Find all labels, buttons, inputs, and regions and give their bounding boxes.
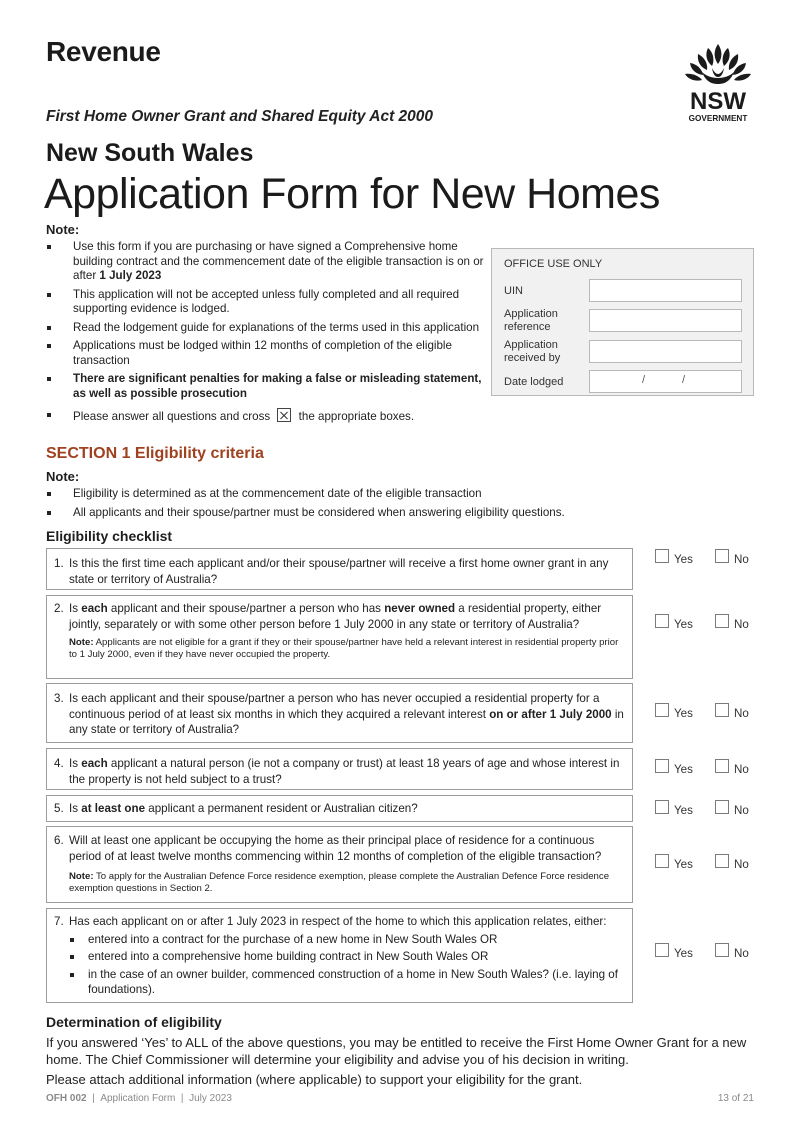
q5-yes[interactable]: Yes — [655, 800, 693, 817]
question-6: 6. Will at least one applicant be occupying the home as their principal place of residence for a continuous period of at least twelve months commencing within 12 months of completion of the eligible transaction? Note: To apply for the Australian Defence Force residence exemption, please complete the Australian Defence Force residence exemption questions in Section 2. — [46, 826, 633, 903]
checkbox[interactable] — [715, 614, 729, 628]
form-title: Application Form for New Homes — [44, 170, 660, 218]
determination-text: If you answered ‘Yes’ to ALL of the above questions, you may be entitled to receive the First Home Owner Grant for a new home. The Chief Commissioner will determine your eligibility and advise you of his decision in writing. — [46, 1035, 747, 1067]
uin-field[interactable] — [589, 279, 742, 302]
checkbox[interactable] — [655, 549, 669, 563]
question-7: 7. Has each applicant on or after 1 July 2023 in respect of the home to which this application relates, either: entered into a contract for the purchase of a new home in New South Wales OR entered into a comprehensive home building contract in New South Wales OR in the case of an owner builder, commenced construction of a home in New South Wales? (i.e. laying of foundations). — [46, 908, 633, 1003]
app-recv-field[interactable] — [589, 340, 742, 363]
q1-yes[interactable]: Yes — [655, 549, 693, 566]
checkbox[interactable] — [715, 943, 729, 957]
question-1: 1. Is this the first time each applicant and/or their spouse/partner will receive a first home owner grant in any state or territory of Australia? — [46, 548, 633, 590]
note-heading: Note: — [46, 222, 80, 237]
date-lodged-field[interactable]: / / — [589, 370, 742, 393]
note-item: Please answer all questions and cross the appropriate boxes. — [46, 408, 488, 425]
note-item: Use this form if you are purchasing or have signed a Comprehensive home building contract and the commencement date of the eligible transaction is on or after 1 July 2023 — [46, 240, 488, 284]
note-item: This application will not be accepted unless fully completed and all required supporting evidence is lodged. — [46, 288, 488, 317]
question-2: 2. Is each applicant and their spouse/partner a person who has never owned a residential property, either jointly, separately or with some other person before 1 July 2000 in any state or territory of Australia? Note: Applicants are not eligible for a grant if they or their spouse/partner have held a relevant interest in residential property prior to 1 July 2000, even if they have never occupied the property. — [46, 595, 633, 679]
checkbox[interactable] — [715, 703, 729, 717]
list-item: entered into a contract for the purchase of a new home in New South Wales OR — [69, 932, 624, 948]
q2-no[interactable]: No — [715, 614, 749, 631]
org-name: Revenue — [46, 36, 161, 67]
note-item: Eligibility is determined as at the commencement date of the eligible transaction — [46, 487, 746, 502]
q4-yes[interactable]: Yes — [655, 759, 693, 776]
list-item: in the case of an owner builder, commenced construction of a home in New South Wales? (i.e. laying of foundations). — [69, 967, 624, 998]
checklist-heading: Eligibility checklist — [46, 528, 173, 544]
question-5: 5. Is at least one applicant a permanent resident or Australian citizen? — [46, 795, 633, 822]
uin-label: UIN — [504, 285, 523, 297]
notes-list — [46, 240, 488, 429]
q3-yes[interactable]: Yes — [655, 703, 693, 720]
section-1-title: SECTION 1 Eligibility criteria — [46, 445, 264, 462]
checkbox[interactable] — [715, 759, 729, 773]
checkbox[interactable] — [715, 549, 729, 563]
section-1-note-heading: Note: — [46, 469, 80, 484]
question-4: 4. Is each applicant a natural person (ie not a company or trust) at least 18 years of age and whose interest in the property is not held subject to a trust? — [46, 748, 633, 790]
cross-box-icon — [277, 408, 291, 422]
checkbox[interactable] — [655, 854, 669, 868]
note-item: Read the lodgement guide for explanations of the terms used in this application — [46, 321, 488, 336]
footer-form-code: OFH 002 | Application Form | July 2023 — [46, 1093, 232, 1104]
office-use-title: OFFICE USE ONLY — [504, 258, 603, 270]
q4-no[interactable]: No — [715, 759, 749, 776]
q6-no[interactable]: No — [715, 854, 749, 871]
list-item: entered into a comprehensive home building contract in New South Wales OR — [69, 949, 624, 965]
footer-page-number: 13 of 21 — [717, 1093, 754, 1104]
q3-no[interactable]: No — [715, 703, 749, 720]
note-item: There are significant penalties for making a false or misleading statement, as well as possible prosecution — [46, 372, 488, 401]
q1-no[interactable]: No — [715, 549, 749, 566]
checkbox[interactable] — [655, 800, 669, 814]
determination-attach-text: Please attach additional information (where applicable) to support your eligibility for the grant. — [46, 1072, 583, 1087]
q7-yes[interactable]: Yes — [655, 943, 693, 960]
checkbox[interactable] — [655, 614, 669, 628]
q6-yes[interactable]: Yes — [655, 854, 693, 871]
checkbox[interactable] — [655, 703, 669, 717]
nsw-waratah-logo-icon — [682, 42, 754, 124]
app-recv-label: Application received by — [504, 339, 561, 364]
logo-subtext: GOVERNMENT — [688, 114, 748, 123]
app-ref-label: Application reference — [504, 308, 558, 333]
q2-yes[interactable]: Yes — [655, 614, 693, 631]
checkbox[interactable] — [715, 854, 729, 868]
checkbox[interactable] — [655, 943, 669, 957]
app-ref-field[interactable] — [589, 309, 742, 332]
state-name: New South Wales — [46, 139, 254, 167]
q7-no[interactable]: No — [715, 943, 749, 960]
question-3: 3. Is each applicant and their spouse/partner a person who has never occupied a residential property for a continuous period of at least six months in which they acquired a relevant interest on or after 1 July 2000 in any state or territory of Australia? — [46, 683, 633, 743]
office-use-panel — [491, 248, 754, 396]
note-item: Applications must be lodged within 12 months of completion of the eligible transaction — [46, 339, 488, 368]
q5-no[interactable]: No — [715, 800, 749, 817]
determination-heading: Determination of eligibility — [46, 1014, 222, 1030]
note-item: All applicants and their spouse/partner must be considered when answering eligibility questions. — [46, 506, 746, 521]
date-lodged-label: Date lodged — [504, 376, 564, 388]
logo-text: NSW — [690, 88, 746, 115]
section-1-notes — [46, 487, 746, 524]
act-name: First Home Owner Grant and Shared Equity Act 2000 — [46, 108, 434, 125]
checkbox[interactable] — [655, 759, 669, 773]
checkbox[interactable] — [715, 800, 729, 814]
